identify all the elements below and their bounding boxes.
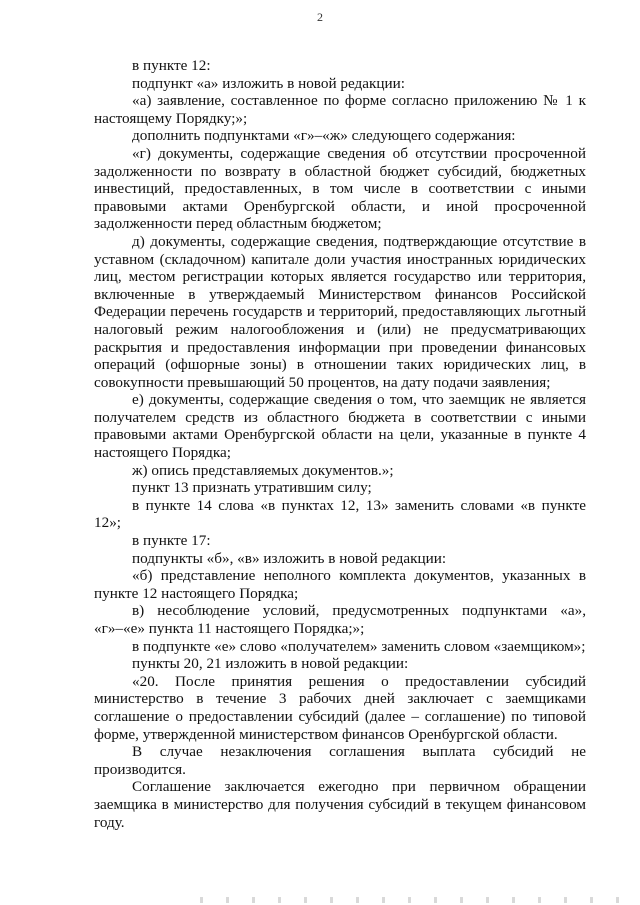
- paragraph: «20. После принятия решения о предоставлении субсидий министерство в течение 3 рабочих дней заключает с заемщиками соглашение о предоставлении субсидий (далее – соглашение) по типовой форме, утвержденной министерством финансов Оренбургской области.: [94, 672, 586, 743]
- paragraph: подпункт «а» изложить в новой редакции:: [132, 74, 405, 92]
- paragraph: «б) представление неполного комплекта документов, указанных в пункте 12 настоящего Порядка;: [94, 567, 586, 602]
- document-body: [94, 57, 586, 831]
- scan-artifact-line: [200, 897, 620, 903]
- page-number: 2: [317, 10, 323, 24]
- paragraph: в подпункте «е» слово «получателем» заменить словом «заемщиком»;: [132, 637, 586, 655]
- paragraph: д) документы, содержащие сведения, подтверждающие отсутствие в уставном (складочном) капитале доли участия иностранных юридических лиц, местом регистрации которых является государство или территория, включенные в утверждаемый Министерством финансов Российской Федерации перечень государств и территорий, предоставляющих льготный налоговый режим налогообложения и (или) не предусматривающих раскрытия и предоставления информации при проведении финансовых операций (офшорные зоны) в отношении таких юридических лиц, в совокупности превышающий 50 процентов, на дату подачи заявления;: [94, 232, 586, 391]
- paragraph: «г) документы, содержащие сведения об отсутствии просроченной задолженности по возврату в областной бюджет субсидий, бюджетных инвестиций, предоставленных, в том числе в соответствии с иными правовыми актами Оренбургской области, и иной просроченной задолженности перед областным бюджетом;: [94, 144, 586, 233]
- paragraph: подпункты «б», «в» изложить в новой редакции:: [132, 549, 447, 567]
- paragraph: в пункте 12:: [132, 57, 211, 74]
- paragraph: в пункте 14 слова «в пунктах 12, 13» заменить словами «в пункте 12»;: [94, 496, 586, 532]
- paragraph: е) документы, содержащие сведения о том, что заемщик не является получателем средств из областного бюджета в соответствии с иными правовыми актами Оренбургской области на цели, указанные в пункте 4 настоящего Порядка;: [94, 391, 586, 462]
- paragraph: В случае незаключения соглашения выплата субсидий не производится.: [94, 743, 586, 778]
- paragraph: ж) опись представляемых документов.»;: [132, 461, 394, 479]
- paragraph: «а) заявление, составленное по форме согласно приложению № 1 к настоящему Порядку;»;: [94, 92, 586, 127]
- paragraph: Соглашение заключается ежегодно при первичном обращении заемщика в министерство для получения субсидий в текущем финансовом году.: [94, 778, 586, 831]
- paragraph: пункты 20, 21 изложить в новой редакции:: [132, 655, 409, 673]
- paragraph: в пункте 17:: [132, 532, 211, 550]
- paragraph: пункт 13 признать утратившим силу;: [132, 479, 372, 497]
- paragraph: дополнить подпунктами «г»–«ж» следующего содержания:: [132, 127, 516, 145]
- paragraph: в) несоблюдение условий, предусмотренных подпунктами «а», «г»–«е» пункта 11 настоящего Порядка;»;: [94, 602, 586, 637]
